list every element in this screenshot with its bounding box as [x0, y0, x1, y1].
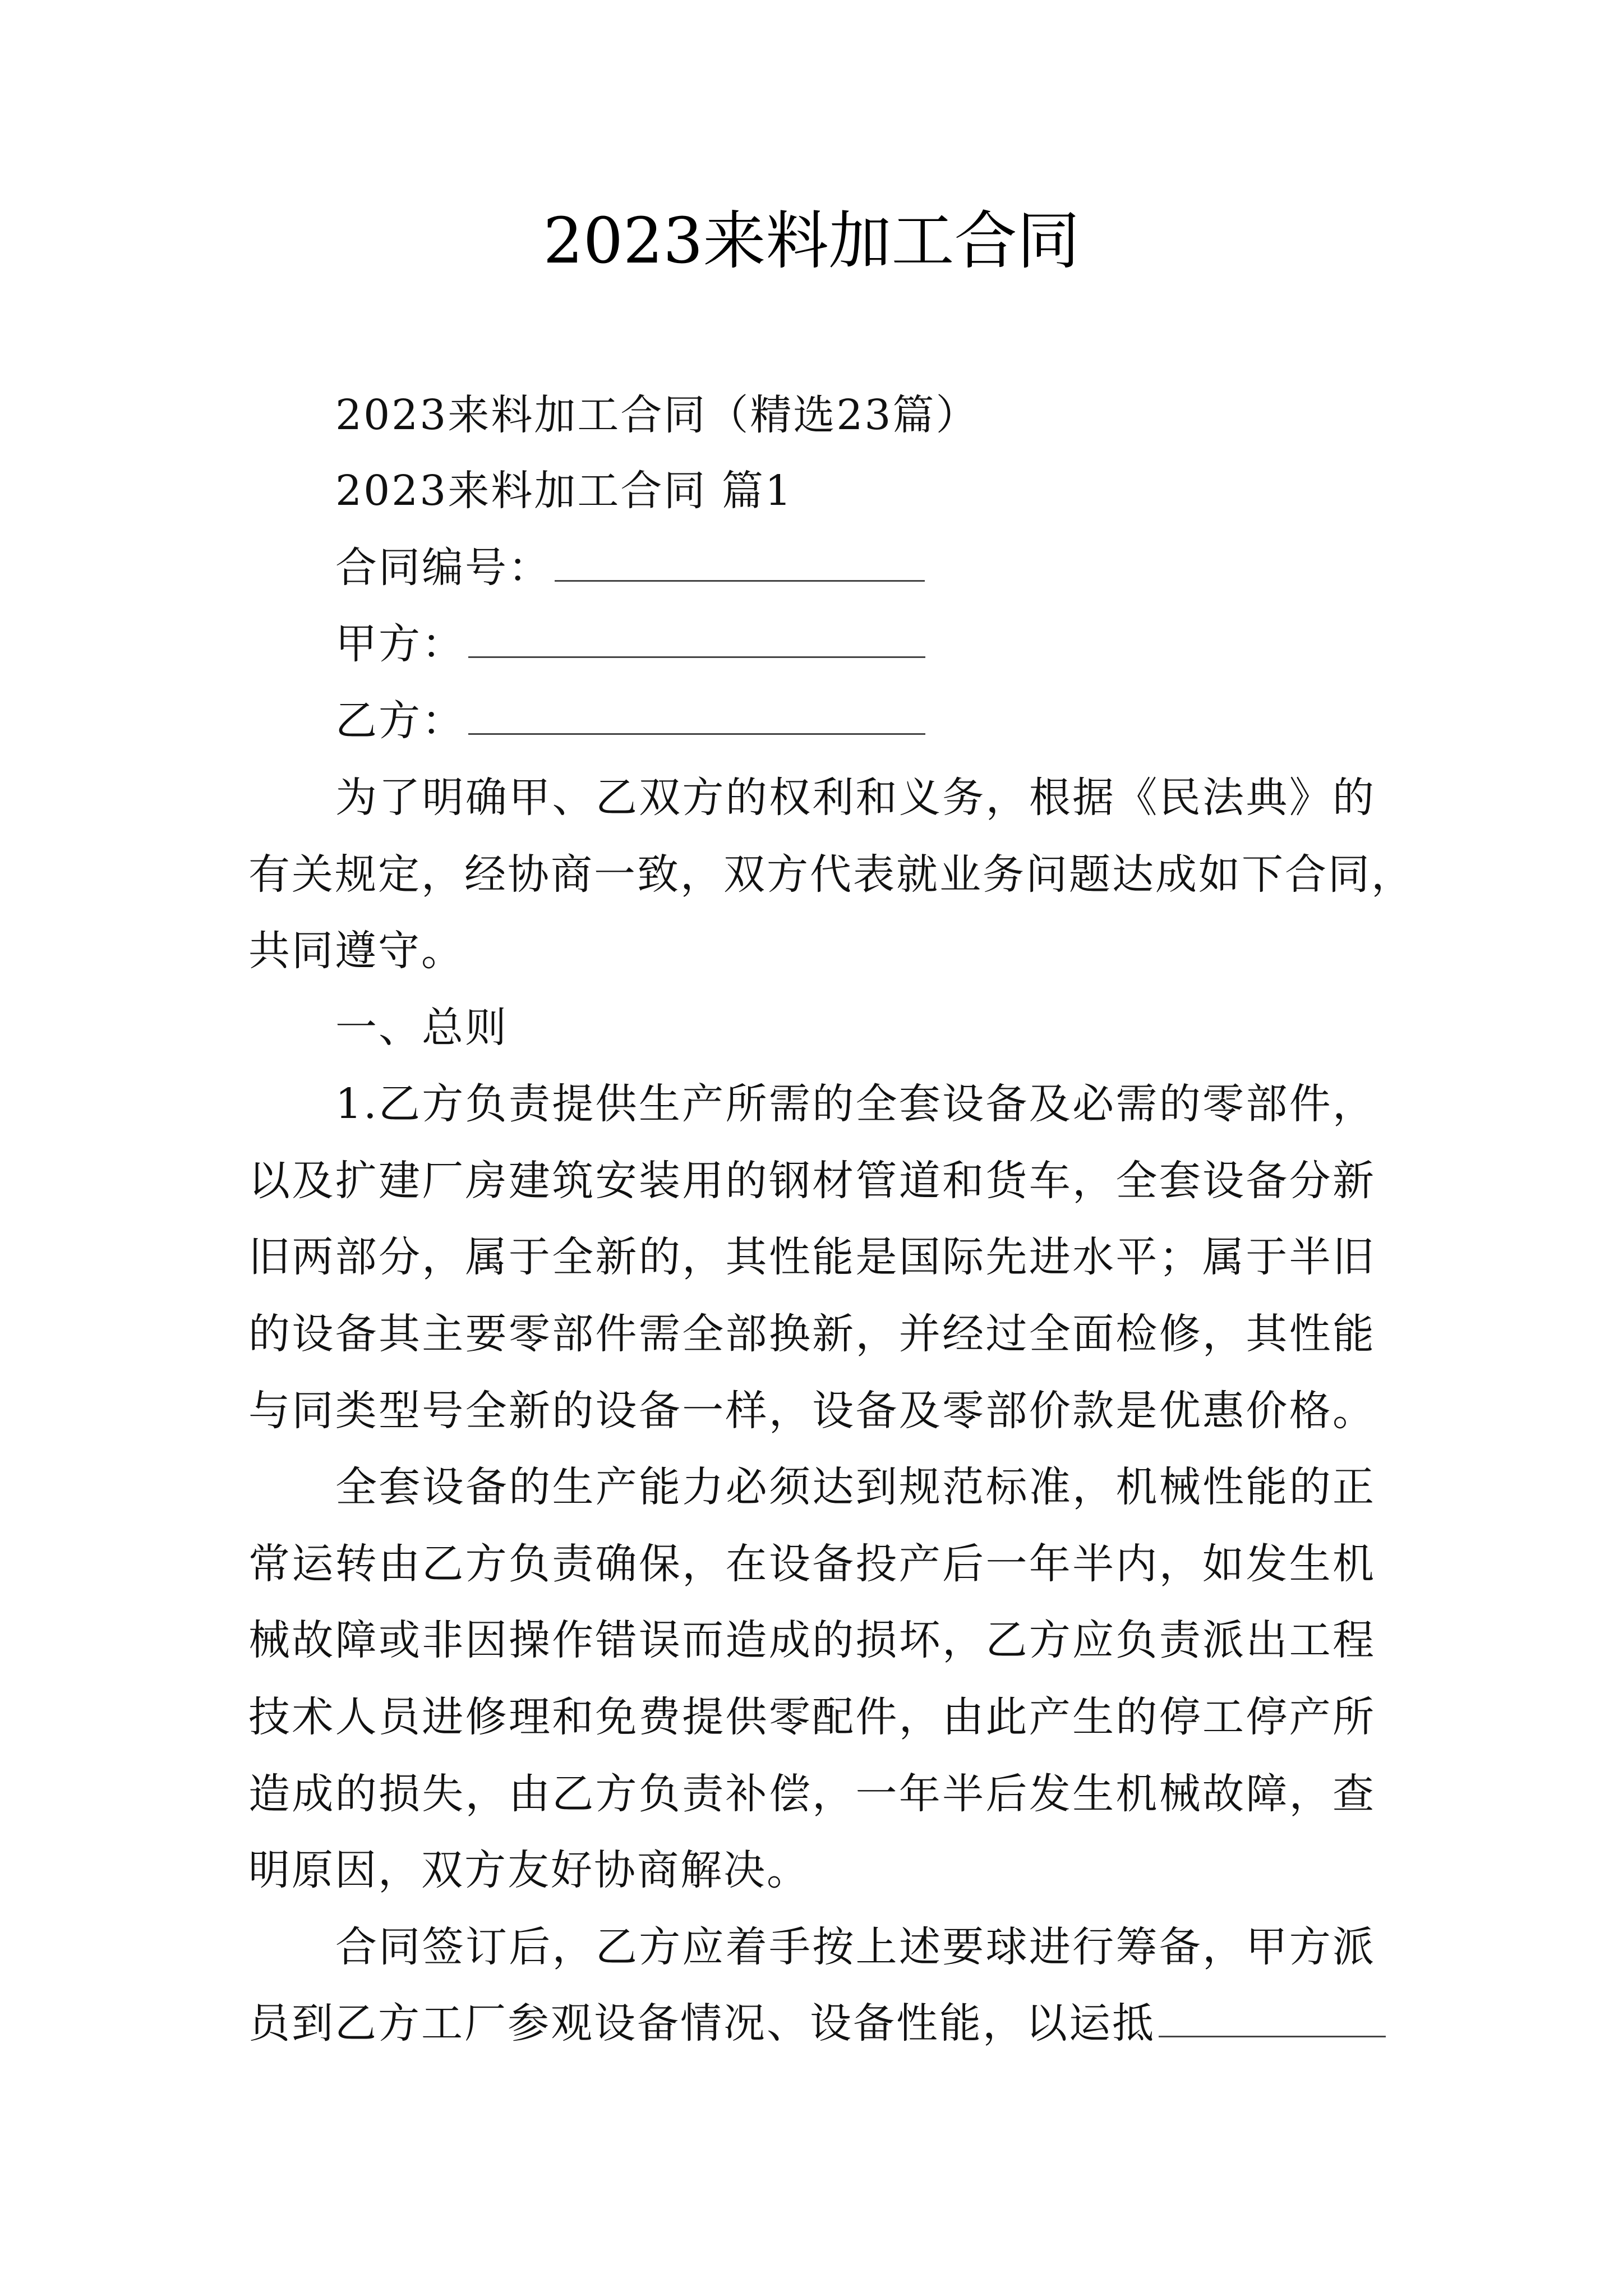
part-one-heading: 一、总则 — [335, 1004, 508, 1052]
party-b-field — [335, 693, 1376, 749]
clause1-line: 旧两部分，属于全新的，其性能是国际先进水平；属于半旧 — [248, 1233, 1376, 1281]
document-title: 2023来料加工合同 — [543, 205, 1080, 278]
para2-line: 械故障或非因操作错误而造成的损坏，乙方应负责派出工程 — [248, 1616, 1376, 1664]
party-a-blank — [468, 656, 925, 658]
intro-line: 有关规定，经协商一致，双方代表就业务问题达成如下合同， — [248, 850, 1414, 899]
para2-line: 常运转由乙方负责确保，在设备投产后一年半内，如发生机 — [248, 1540, 1376, 1588]
para2-line: 技术人员进修理和免费提供零配件，由此产生的停工停产所 — [248, 1693, 1376, 1741]
para3-line: 员到乙方工厂参观设备情况、设备性能，以运抵 — [248, 1999, 1155, 2047]
clause1-line: 与同类型号全新的设备一样，设备及零部价款是优惠价格。 — [248, 1387, 1376, 1435]
para3-line: 合同签订后，乙方应着手按上述要球进行筹备，甲方派 — [335, 1923, 1376, 1971]
document-subtitle: 2023来料加工合同（精选23篇） — [335, 391, 979, 439]
contract-number-label: 合同编号： — [335, 544, 551, 592]
clause1-line: 的设备其主要零部件需全部换新，并经过全面检修，其性能 — [248, 1310, 1376, 1358]
party-b-blank — [468, 733, 925, 735]
contract-number-blank — [555, 579, 925, 582]
contract-number-field — [335, 540, 1376, 596]
clause1-line: 1.乙方负责提供生产所需的全套设备及必需的零部件， — [335, 1080, 1376, 1128]
para3-line-with-blank — [248, 1995, 1376, 2051]
para2-line: 全套设备的生产能力必须达到规范标准，机械性能的正 — [335, 1463, 1376, 1511]
party-a-field — [335, 616, 1376, 672]
section-heading: 2023来料加工合同 篇1 — [335, 467, 793, 515]
party-b-label: 乙方： — [335, 697, 465, 745]
intro-line: 共同遵守。 — [248, 927, 464, 975]
intro-line: 为了明确甲、乙双方的权利和义务，根据《民法典》的 — [335, 774, 1376, 822]
clause1-line: 以及扩建厂房建筑安装用的钢材管道和货车，全套设备分新 — [248, 1157, 1376, 1205]
party-a-label: 甲方： — [335, 620, 465, 668]
para2-line: 造成的损失，由乙方负责补偿，一年半后发生机械故障，查 — [248, 1770, 1376, 1818]
delivery-blank — [1159, 2035, 1386, 2037]
para2-line: 明原因，双方友好协商解决。 — [248, 1846, 810, 1894]
